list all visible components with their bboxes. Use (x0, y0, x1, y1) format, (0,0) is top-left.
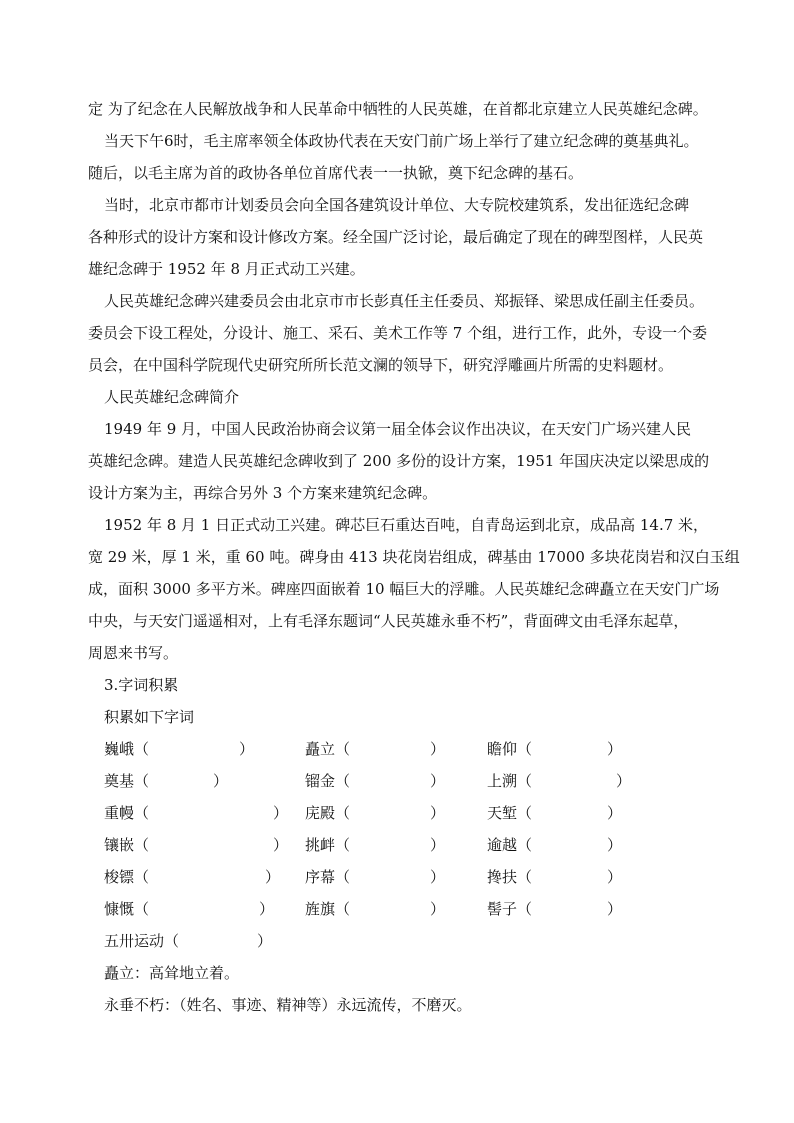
vocab-word: 挑衅 (305, 836, 336, 854)
definition-1: 矗立：高耸地立着。 (104, 964, 240, 982)
paren-open: （ (134, 740, 150, 758)
paragraph-4-line-3: 员会，在中国科学院现代史研究所所长范文澜的领导下，研究浮雕画片所需的史料题材。 (88, 356, 674, 374)
paren-close: ） (607, 740, 623, 758)
paren-open: （ (335, 740, 351, 758)
paragraph-6-line-5: 周恩来书写。 (88, 644, 179, 662)
paren-open: （ (134, 772, 150, 790)
paren-close: ） (430, 868, 446, 886)
paren-open: （ (517, 804, 533, 822)
paren-close: ） (607, 836, 623, 854)
vocab-item (305, 739, 445, 759)
vocab-item (487, 803, 622, 823)
vocab-word: 髻子 (487, 900, 518, 918)
vocab-word: 五卅运动 (104, 932, 165, 950)
paren-close: ） (259, 900, 275, 918)
paragraph-3-line-3: 雄纪念碑于 1952 年 8 月正式动工兴建。 (88, 260, 365, 278)
paren-close: ） (273, 804, 289, 822)
paragraph-5-line-2: 英雄纪念碑。建造人民英雄纪念碑收到了 200 多份的设计方案，1951 年国庆决定以梁思成的 (88, 452, 710, 470)
vocab-word: 梭镖 (104, 868, 135, 886)
paren-open: （ (335, 900, 351, 918)
vocab-word: 镏金 (305, 772, 336, 790)
section-heading-intro: 人民英雄纪念碑简介 (104, 388, 240, 406)
vocab-word: 序幕 (305, 868, 336, 886)
vocab-item (104, 867, 280, 887)
paren-open: （ (164, 932, 180, 950)
paren-close: ） (213, 772, 229, 790)
vocab-word: 搀扶 (487, 868, 518, 886)
paren-close: ） (607, 804, 623, 822)
vocab-item (487, 867, 622, 887)
paren-open: （ (517, 772, 533, 790)
vocab-item (104, 931, 272, 951)
paren-close: ） (273, 836, 289, 854)
vocab-word: 镶嵌 (104, 836, 135, 854)
vocab-item (487, 739, 622, 759)
paragraph-6-line-4: 中央，与天安门遥遥相对，上有毛泽东题词“人民英雄永垂不朽”，背面碑文由毛泽东起草， (88, 612, 689, 630)
paragraph-6-line-1: 1952 年 8 月 1 日正式动工兴建。碑芯巨石重达百吨，自青岛运到北京，成品高 14.7 米， (104, 516, 709, 534)
vocab-item (104, 835, 288, 855)
paren-open: （ (134, 836, 150, 854)
paren-close: ） (239, 740, 255, 758)
paren-open: （ (134, 804, 150, 822)
vocab-item (487, 771, 631, 791)
paren-open: （ (517, 868, 533, 886)
paren-close: ） (430, 836, 446, 854)
paren-close: ） (430, 900, 446, 918)
paragraph-3-line-1: 当时，北京市都市计划委员会向全国各建筑设计单位、大专院校建筑系，发出征选纪念碑 (104, 196, 690, 214)
paren-open: （ (517, 900, 533, 918)
vocab-word: 巍峨 (104, 740, 135, 758)
vocab-item (305, 835, 445, 855)
paren-close: ） (607, 868, 623, 886)
paren-close: ） (430, 804, 446, 822)
vocab-item (305, 899, 445, 919)
paren-close: ） (616, 772, 632, 790)
paren-close: ） (607, 900, 623, 918)
vocab-word: 重幔 (104, 804, 135, 822)
section-3-title: 3.字词积累 (104, 676, 179, 694)
vocab-item (305, 771, 445, 791)
vocab-item (104, 899, 274, 919)
vocab-item (104, 739, 254, 759)
vocab-word: 上溯 (487, 772, 518, 790)
vocab-item (104, 771, 228, 791)
vocab-word: 奠基 (104, 772, 135, 790)
paren-close: ） (257, 932, 273, 950)
vocab-word: 天堑 (487, 804, 518, 822)
paragraph-5-line-1: 1949 年 9 月，中国人民政治协商会议第一届全体会议作出决议，在天安门广场兴建人民 (104, 420, 692, 438)
paragraph-5-line-3: 设计方案为主，再综合另外 3 个方案来建筑纪念碑。 (88, 484, 438, 502)
paren-open: （ (335, 836, 351, 854)
paren-close: ） (430, 772, 446, 790)
paragraph-3-line-2: 各种形式的设计方案和设计修改方案。经全国广泛讨论，最后确定了现在的碑型图样，人民英 (88, 228, 704, 246)
vocab-word: 庑殿 (305, 804, 336, 822)
paren-open: （ (335, 868, 351, 886)
vocab-item (487, 835, 622, 855)
paren-open: （ (517, 740, 533, 758)
definition-2: 永垂不朽：（姓名、事迹、精神等）永远流传，不磨灭。 (104, 996, 472, 1014)
paragraph-6-line-3: 成，面积 3000 多平方米。碑座四面嵌着 10 幅巨大的浮雕。人民英雄纪念碑矗立在天安门广场 (88, 580, 720, 598)
paragraph-1-line-1: 定 为了纪念在人民解放战争和人民革命中牺牲的人民英雄，在首都北京建立人民英雄纪念碑。 (88, 100, 708, 118)
vocab-word: 矗立 (305, 740, 336, 758)
paragraph-4-line-1: 人民英雄纪念碑兴建委员会由北京市市长彭真任主任委员、郑振铎、梁思成任副主任委员。 (104, 292, 705, 310)
paren-close: ） (430, 740, 446, 758)
section-3-intro: 积累如下字词 (104, 708, 195, 726)
paren-close: ） (265, 868, 281, 886)
paragraph-6-line-2: 宽 29 米，厚 1 米，重 60 吨。碑身由 413 块花岗岩组成，碑基由 17000 多块花岗岩和汉白玉组 (88, 548, 740, 566)
vocab-word: 瞻仰 (487, 740, 518, 758)
paragraph-4-line-2: 委员会下设工程处，分设计、施工、采石、美术工作等 7 个组，进行工作，此外，专设一个委 (88, 324, 708, 342)
paren-open: （ (335, 804, 351, 822)
paren-open: （ (134, 868, 150, 886)
vocab-word: 旌旗 (305, 900, 336, 918)
vocab-word: 逾越 (487, 836, 518, 854)
paren-open: （ (517, 836, 533, 854)
paren-open: （ (134, 900, 150, 918)
paragraph-2-line-2: 随后，以毛主席为首的政协各单位首席代表一一执锨，奠下纪念碑的基石。 (88, 164, 584, 182)
paragraph-2-line-1: 当天下午6时，毛主席率领全体政协代表在天安门前广场上举行了建立纪念碑的奠基典礼。 (104, 132, 699, 150)
paren-open: （ (335, 772, 351, 790)
vocab-item (305, 867, 445, 887)
vocab-word: 慷慨 (104, 900, 135, 918)
vocab-item (305, 803, 445, 823)
vocab-item (104, 803, 288, 823)
vocab-item (487, 899, 622, 919)
